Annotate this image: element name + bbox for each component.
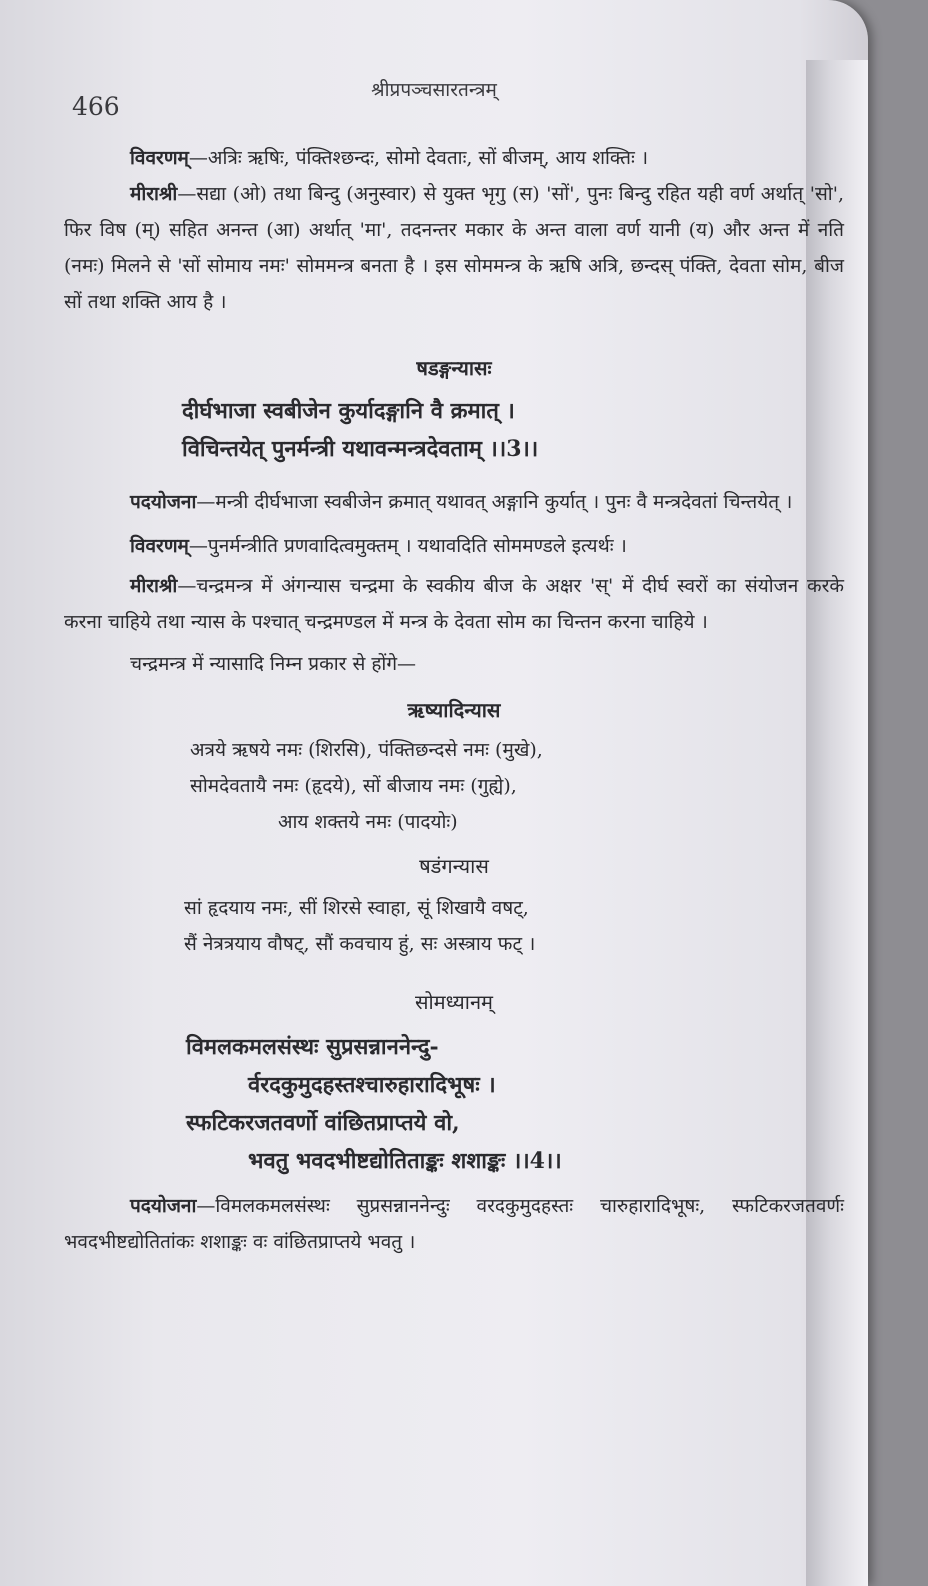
verse-3 [64,392,844,468]
paragraph-text: —चन्द्रमन्त्र में अंगन्यास चन्द्रमा के स्वकीय बीज के अक्षर 'स्' में दीर्घ स्वरों का संयोजन करके करना चाहिये तथा न्यास के पश्चात् चन्द्रमण्डल में मन्त्र के देवता सोम का चिन्तन करना चाहिये । [64,575,844,633]
paragraph-label: मीराश्री [130,575,178,597]
nyasa-line: अत्रये ऋषये नमः (शिरसि), पंक्तिछन्दसे नमः (मुखे), [190,739,543,761]
paragraph-vivaranam-2 [64,528,844,564]
paragraph-label: पदयोजना [130,491,197,513]
paragraph-text: —पुनर्मन्त्रीति प्रणवादित्वमुक्तम् । यथावदिति सोममण्डले इत्यर्थः । [188,535,627,557]
paragraph-label: पदयोजना [130,1195,197,1217]
verse-line: दीर्घभाजा स्वबीजेन कुर्यादङ्गानि वै क्रमात् । [182,398,515,424]
paragraph-meerashri-1 [64,176,844,320]
verse-4 [64,1028,844,1180]
paragraph-text: —सद्या (ओ) तथा बिन्दु (अनुस्वार) से युक्त भृगु (स) 'सों', पुनः बिन्दु रहित यही वर्ण अर्थात् 'सो', फिर विष (म्) सहित अनन्त (आ) अर्थात् 'मा', तदनन्तर मकार के अन्त वाला वर्ण यानी (य) और अन्त में नति (नमः) मिलने से 'सों सोमाय नमः' सोममन्त्र बनता है । इस सोममन्त्र के ऋषि अत्रि, छन्दस् पंक्ति, देवता सोम, बीज सों तथा शक्ति आय है । [64,183,844,313]
paragraph-label: विवरणम् [130,535,189,557]
heading-rishyadinyasa: ऋष्यादिन्यास [407,698,501,722]
heading-shadanganyasa: षडङ्गन्यासः [416,356,492,380]
paragraph-text: —मन्त्री दीर्घभाजा स्वबीजेन क्रमात् यथावत् अङ्गानि कुर्यात् । पुनः वै मन्त्रदेवतां चिन्तयेत् । [196,491,793,513]
paragraph-label: मीराश्री [130,183,178,205]
verse-line: भवतु भवदभीष्टद्योतिताङ्कः शशाङ्कः ।।4।। [248,1148,562,1174]
paragraph-padayojana-3 [64,484,844,520]
page-content [64,140,844,1260]
paragraph-padayojana-4 [64,1188,844,1260]
running-head: श्रीप्रपञ्चसारतन्त्रम् [371,79,497,101]
verse-line: र्वरदकुमुदहस्तश्चारुहारादिभूषः । [248,1072,496,1098]
paragraph-intro-nyasa: चन्द्रमन्त्र में न्यासादि निम्न प्रकार से होंगे— [130,653,417,675]
heading-somadhyanam: सोमध्यानम् [414,990,494,1014]
paragraph-label: विवरणम् [130,147,189,169]
shadanga-nyasa-block [64,890,844,962]
heading-shadanganyasa-2: षडंगन्यास [419,854,489,878]
rishyadi-nyasa-block [64,732,844,840]
verse-line: विचिन्तयेत् पुनर्मन्त्री यथावन्मन्त्रदेवताम् ।।3।। [182,436,539,462]
verse-line: स्फटिकरजतवर्णो वांछितप्राप्तये वो, [186,1110,460,1136]
paragraph-text: —अत्रिः ऋषिः, पंक्तिश्छन्दः, सोमो देवताः, सों बीजम्, आय शक्तिः । [188,147,649,169]
nyasa-line: सैं नेत्रत्रयाय वौषट्, सौं कवचाय हुं, सः अस्त्राय फट् । [184,933,536,955]
nyasa-line: सोमदेवतायै नमः (हृदये), सों बीजाय नमः (गुह्ये), [190,775,517,797]
verse-line: विमलकमलसंस्थः सुप्रसन्नाननेन्दु- [186,1034,439,1060]
page-number: 466 [72,92,120,121]
nyasa-line: आय शक्तये नमः (पादयोः) [278,811,458,833]
paragraph-vivaranam-1 [64,140,844,176]
paragraph-text: —विमलकमलसंस्थः सुप्रसन्नाननेन्दुः वरदकुमुदहस्तः चारुहारादिभूषः, स्फटिकरजतवर्णः भवदभीष्टद्योतितांकः शशाङ्कः वः वांछितप्राप्तये भवतु । [64,1195,844,1253]
nyasa-line: सां हृदयाय नमः, सीं शिरसे स्वाहा, सूं शिखायै वषट्, [184,897,529,919]
paragraph-meerashri-2 [64,568,844,640]
